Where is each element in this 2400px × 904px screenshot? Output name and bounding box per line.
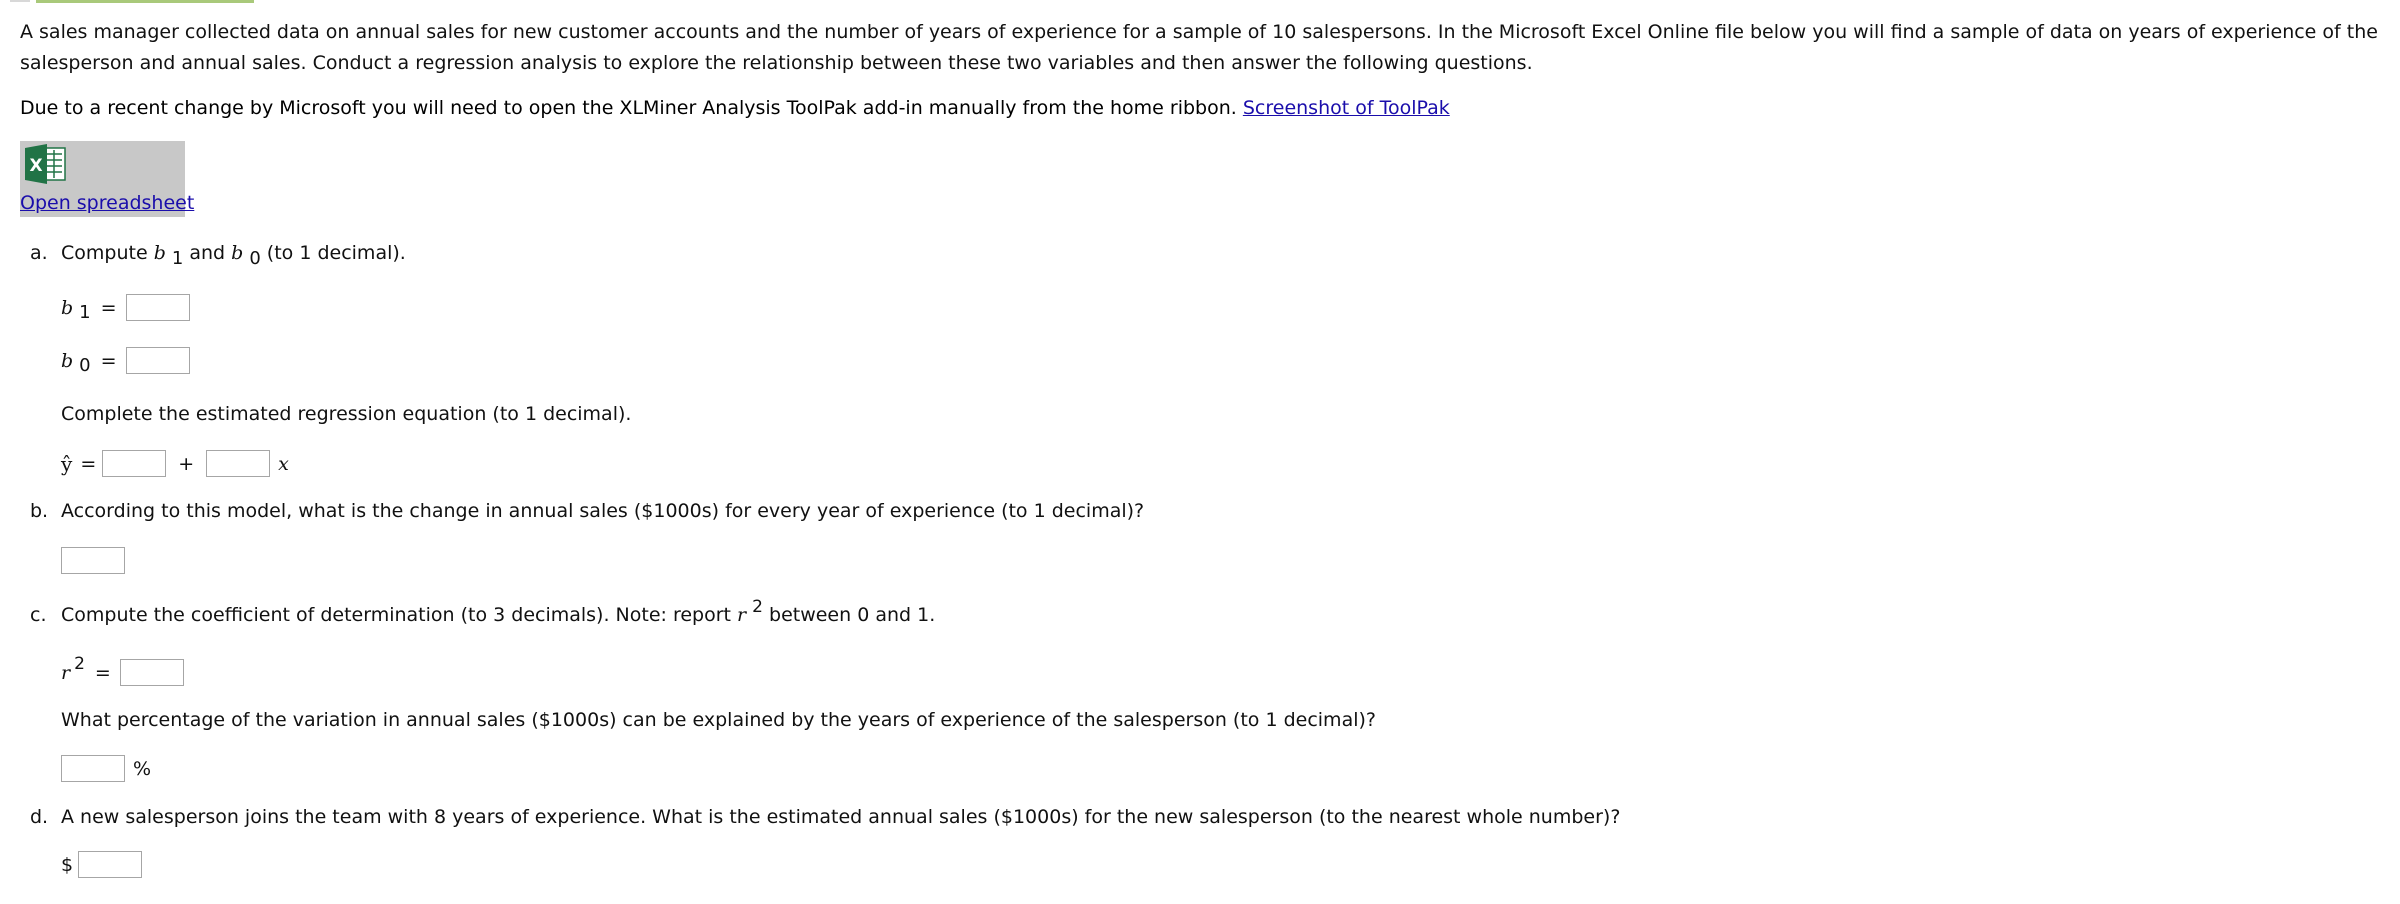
excel-icon-letter: X: [29, 156, 43, 176]
b0-row-subscript: 0: [79, 355, 91, 376]
percentage-row: [61, 755, 151, 782]
percentage-input[interactable]: [61, 755, 125, 782]
part-c-label: c.: [30, 604, 47, 626]
top-divider: [36, 0, 254, 3]
b1-row-symbol: b: [61, 296, 74, 319]
b1-equals: =: [100, 296, 117, 319]
top-divider-left: [10, 0, 30, 2]
dollar-sign: $: [61, 853, 74, 876]
part-a-and: and: [183, 242, 232, 264]
b1-row: [61, 294, 190, 321]
r-row-superscript: 2: [74, 653, 85, 674]
r-squared-row: [61, 653, 184, 686]
spreadsheet-widget[interactable]: [20, 141, 195, 217]
toolpak-note-text: Due to a recent change by Microsoft you will need to open the XLMiner Analysis ToolPak add-in manually from the home ribbon.: [20, 97, 1243, 119]
part-c-prefix: Compute the coefficient of determination (to 3 decimals). Note: report: [61, 604, 738, 626]
percentage-question: What percentage of the variation in annual sales ($1000s) can be explained by the years of experience of the salesperson (to 1 decimal)?: [61, 709, 1376, 731]
b0-equals: =: [100, 349, 117, 372]
y-hat-equals: =: [80, 452, 97, 475]
regression-equation-prompt: Complete the estimated regression equation (to 1 decimal).: [61, 403, 632, 425]
b0-input[interactable]: [126, 347, 190, 374]
open-spreadsheet-link[interactable]: Open spreadsheet: [20, 192, 195, 214]
part-a-suffix: (to 1 decimal).: [260, 242, 406, 264]
regression-equation-row: [61, 450, 289, 477]
part-a-question: [61, 242, 406, 269]
b0-symbol: b: [231, 242, 244, 264]
b1-subscript: 1: [171, 248, 184, 269]
plus-sign: +: [178, 452, 195, 475]
percent-sign: %: [133, 757, 152, 780]
excel-icon: [23, 144, 67, 184]
b0-row: [61, 347, 190, 374]
part-c-suffix: between 0 and 1.: [762, 604, 936, 626]
part-a-label: a.: [30, 242, 48, 264]
b1-symbol: b: [153, 242, 166, 264]
b1-row-subscript: 1: [79, 302, 91, 323]
part-d-question: A new salesperson joins the team with 8 years of experience. What is the estimated annual sales ($1000s) for the new salesperson (to the nearest whole number)?: [61, 806, 1621, 828]
r-squared-equals: =: [94, 661, 111, 684]
part-b-label: b.: [30, 500, 49, 522]
part-a-prefix: Compute: [61, 242, 154, 264]
r-superscript: 2: [752, 597, 763, 617]
b0-subscript: 0: [249, 248, 261, 269]
estimated-sales-input[interactable]: [78, 851, 142, 878]
toolpak-note: [20, 94, 1450, 122]
part-b-answer-row: [61, 547, 125, 574]
b0-row-symbol: b: [61, 349, 74, 372]
x-variable: x: [278, 452, 289, 475]
r-squared-input[interactable]: [120, 659, 184, 686]
y-hat-symbol: ŷ: [61, 451, 73, 476]
problem-intro: A sales manager collected data on annual sales for new customer accounts and the number of years of experience for a sample of 10 salespersons. In the Microsoft Excel Online file below you will find a sample of data on years of experience of the salesperson and annual sales. Conduct a regression analysis to explore the relationship between these two variables and then answer the following questions.: [20, 21, 2378, 74]
part-b-question: According to this model, what is the change in annual sales ($1000s) for every year of experience (to 1 decimal)?: [61, 500, 1145, 522]
b1-input[interactable]: [126, 294, 190, 321]
estimated-sales-row: [61, 851, 142, 878]
intercept-input[interactable]: [102, 450, 166, 477]
r-row-symbol: r: [61, 661, 71, 684]
part-d-label: d.: [30, 806, 49, 828]
slope-input[interactable]: [206, 450, 270, 477]
change-in-sales-input[interactable]: [61, 547, 125, 574]
r-symbol: r: [737, 604, 747, 626]
toolpak-screenshot-link[interactable]: Screenshot of ToolPak: [1242, 97, 1450, 119]
part-c-question: [61, 597, 936, 626]
